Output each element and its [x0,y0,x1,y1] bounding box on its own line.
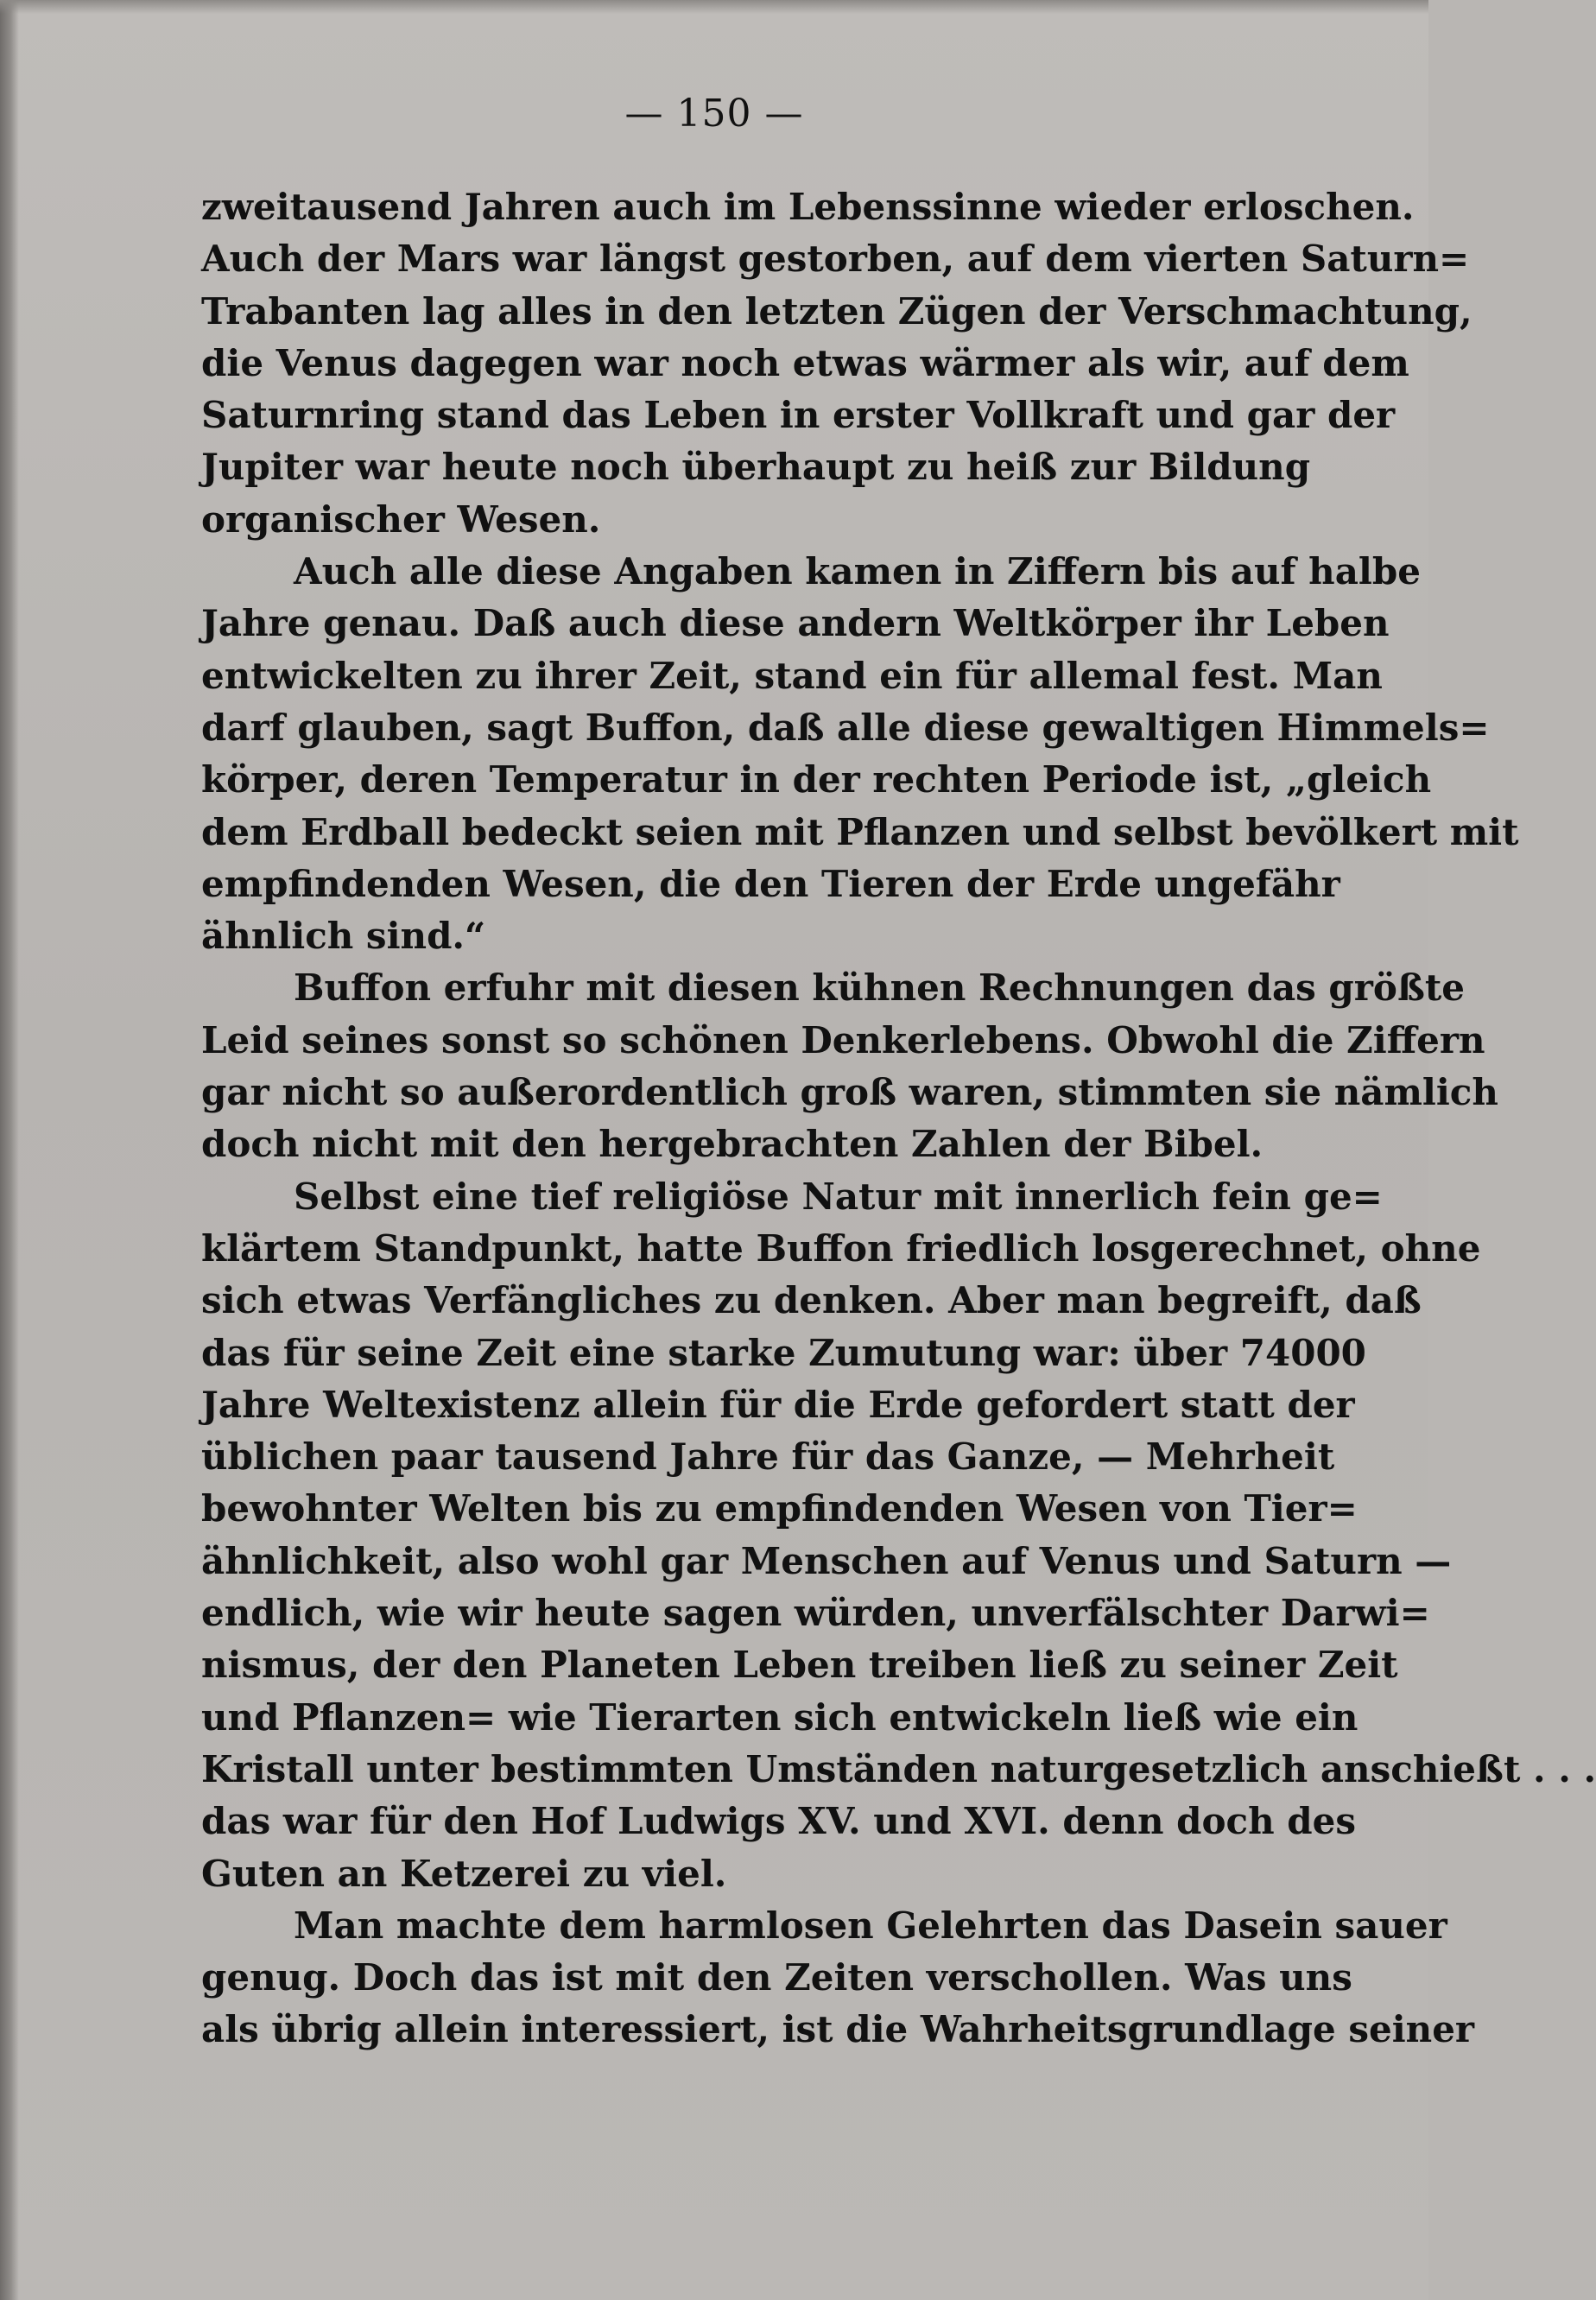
text-line: üblichen paar tausend Jahre für das Ganze, — Mehrheit [201,1435,1335,1479]
text-line: genug. Doch das ist mit den Zeiten verschollen. Was uns [201,1956,1352,1999]
text-line: Jupiter war heute noch überhaupt zu heiß zur Bildung [201,446,1311,489]
text-line: endlich, wie wir heute sagen würden, unverfälschter Darwi= [201,1592,1430,1635]
text-line: Guten an Ketzerei zu viel. [201,1852,727,1895]
text-line: zweitausend Jahren auch im Lebenssinne wieder erloschen. [201,186,1415,228]
text-line: entwickelten zu ihrer Zeit, stand ein für allemal fest. Man [201,654,1383,697]
paragraph-start-line: Man machte dem harmlosen Gelehrten das Dasein sauer [294,1904,1447,1947]
text-line: und Pflanzen= wie Tierarten sich entwickeln ließ wie ein [201,1695,1358,1739]
text-line: ähnlich sind.“ [201,915,486,958]
text-line: darf glauben, sagt Buffon, daß alle diese gewaltigen Himmels= [201,706,1490,749]
text-line: die Venus dagegen war noch etwas wärmer als wir, auf dem [201,341,1409,384]
text-line: Leid seines sonst so schönen Denkerlebens. Obwohl die Ziffern [201,1018,1485,1061]
text-line: das für seine Zeit eine starke Zumutung war: über 74000 [201,1331,1366,1374]
text-line: das war für den Hof Ludwigs XV. und XVI. denn doch des [201,1800,1356,1843]
paragraph-start-line: Selbst eine tief religiöse Natur mit innerlich fein ge= [294,1175,1383,1218]
text-line: Kristall unter bestimmten Umständen naturgesetzlich anschießt . . . [201,1747,1596,1790]
text-line: bewohnter Welten bis zu empfindenden Wesen von Tier= [201,1487,1358,1530]
page-top-shadow [0,0,1428,14]
text-line: nismus, der den Planeten Leben treiben ließ zu seiner Zeit [201,1644,1398,1687]
text-line: gar nicht so außerordentlich groß waren, stimmten sie nämlich [201,1071,1498,1114]
text-line: Saturnring stand das Leben in erster Vollkraft und gar der [201,394,1396,437]
text-line: klärtem Standpunkt, hatte Buffon friedlich losgerechnet, ohne [201,1226,1481,1270]
page-left-shadow [0,0,19,2300]
text-line: ähnlichkeit, also wohl gar Menschen auf Venus und Saturn — [201,1539,1452,1582]
text-line: doch nicht mit den hergebrachten Zahlen der Bibel. [201,1123,1264,1166]
text-line: körper, deren Temperatur in der rechten Periode ist, „gleich [201,758,1432,802]
text-line: sich etwas Verfängliches zu denken. Aber man begreift, daß [201,1279,1422,1322]
text-line: empfindenden Wesen, die den Tieren der Erde ungefähr [201,862,1340,905]
text-line: Jahre genau. Daß auch diese andern Weltkörper ihr Leben [201,602,1390,645]
text-line: Trabanten lag alles in den letzten Zügen der Verschmachtung, [201,289,1472,333]
paragraph-start-line: Auch alle diese Angaben kamen in Ziffern bis auf halbe [294,550,1421,593]
text-line: organischer Wesen. [201,497,601,541]
text-line: als übrig allein interessiert, ist die Wahrheitsgrundlage seiner [201,2008,1475,2051]
text-line: Jahre Weltexistenz allein für die Erde gefordert statt der [201,1383,1355,1426]
text-line: dem Erdball bedeckt seien mit Pflanzen und selbst bevölkert mit [201,810,1519,853]
text-line: Auch der Mars war längst gestorben, auf dem vierten Saturn= [201,238,1470,281]
body-text [201,181,1596,2056]
page-number: — 150 — [624,92,804,136]
paragraph-start-line: Buffon erfuhr mit diesen kühnen Rechnungen das größte [294,966,1465,1010]
